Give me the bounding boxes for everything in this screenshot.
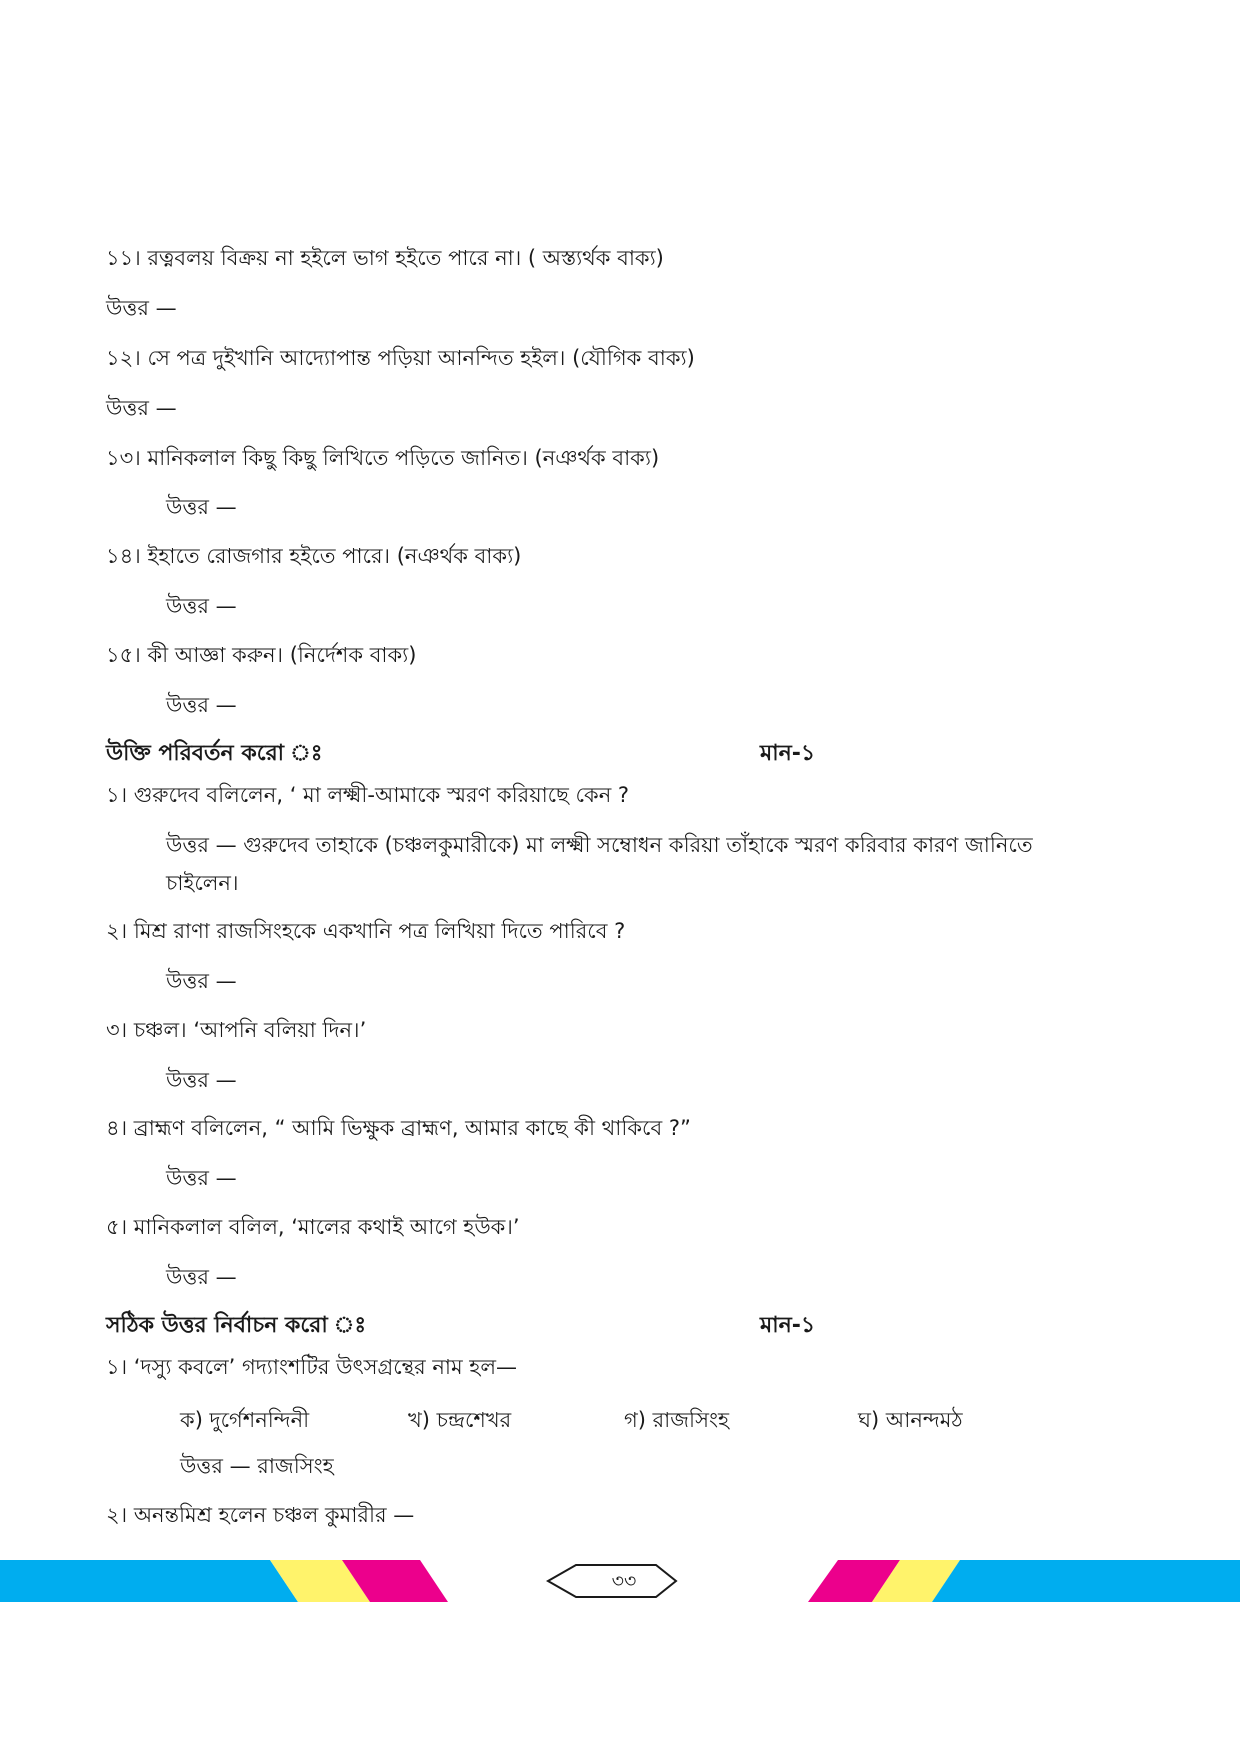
mcq-answer-1: উত্তর — রাজসিংহ [180,1454,334,1478]
speech-answer-1-line2: চাইলেন। [166,871,239,895]
answer-11: উত্তর — [106,296,177,320]
speech-answer-2: উত্তর — [166,969,237,993]
speech-answer-1-line1: উত্তর — গুরুদেব তাহাকে (চঞ্চলকুমারীকে) মা লক্ষ্মী সম্বোধন করিয়া তাঁহাকে স্মরণ করিবার কারণ জানিতে [166,833,1033,857]
marks-label: মান-১ [760,741,816,766]
speech-question-5: ৫। মানিকলাল বলিল, ‘মালের কথাই আগে হউক।’ [106,1215,520,1239]
speech-answer-3: উত্তর — [166,1068,237,1092]
answer-12: উত্তর — [106,396,177,420]
mcq-question-2: ২। অনন্তমিশ্র হলেন চঞ্চল কুমারীর — [106,1503,415,1527]
speech-answer-5: উত্তর — [166,1265,237,1289]
speech-question-3: ৩। চঞ্চল। ‘আপনি বলিয়া দিন।’ [106,1018,367,1042]
question-14: ১৪। ইহাতে রোজগার হইতে পারে। (নঞর্থক বাক্য) [106,544,522,568]
answer-13: উত্তর — [166,495,237,519]
mcq-option-c: গ) রাজসিংহ [624,1408,730,1432]
page-number: ৩৩ [611,1570,637,1592]
answer-15: উত্তর — [166,693,237,717]
speech-question-2: ২। মিশ্র রাণা রাজসিংহকে একখানি পত্র লিখিয়া দিতে পারিবে ? [106,919,626,943]
section-heading-mcq: সঠিক উত্তর নির্বাচন করো ঃ [106,1313,367,1338]
question-11: ১১। রত্নবলয় বিক্রয় না হইলে ভাগ হইতে পারে না। ( অস্ত্যর্থক বাক্য) [106,246,664,270]
mcq-option-b: খ) চন্দ্রশেখর [408,1408,512,1432]
speech-question-4: ৪। ব্রাহ্মণ বলিলেন, “ আমি ভিক্ষুক ব্রাহ্মণ, আমার কাছে কী থাকিবে ?” [106,1116,691,1140]
mcq-question-1: ১। ‘দস্যু কবলে’ গদ্যাংশটির উৎসগ্রন্থের নাম হল— [106,1355,517,1379]
section-heading-speech: উক্তি পরিবর্তন করো ঃ [106,741,323,766]
band-right-cyan [932,1560,1240,1602]
question-15: ১৫। কী আজ্ঞা করুন। (নির্দেশক বাক্য) [106,643,417,667]
speech-answer-4: উত্তর — [166,1166,237,1190]
band-left-cyan [0,1560,298,1602]
marks-label: মান-১ [760,1313,816,1338]
mcq-option-a: ক) দুর্গেশনন্দিনী [180,1408,310,1432]
speech-question-1: ১। গুরুদেব বলিলেন, ‘ মা লক্ষ্মী-আমাকে স্মরণ করিয়াছে কেন ? [106,783,630,807]
answer-14: উত্তর — [166,594,237,618]
question-12: ১২। সে পত্র দুইখানি আদ্যোপান্ত পড়িয়া আনন্দিত হইল। (যৌগিক বাক্য) [106,346,695,370]
question-13: ১৩। মানিকলাল কিছু কিছু লিখিতে পড়িতে জানিত। (নঞর্থক বাক্য) [106,446,660,470]
mcq-option-d: ঘ) আনন্দমঠ [858,1408,963,1432]
